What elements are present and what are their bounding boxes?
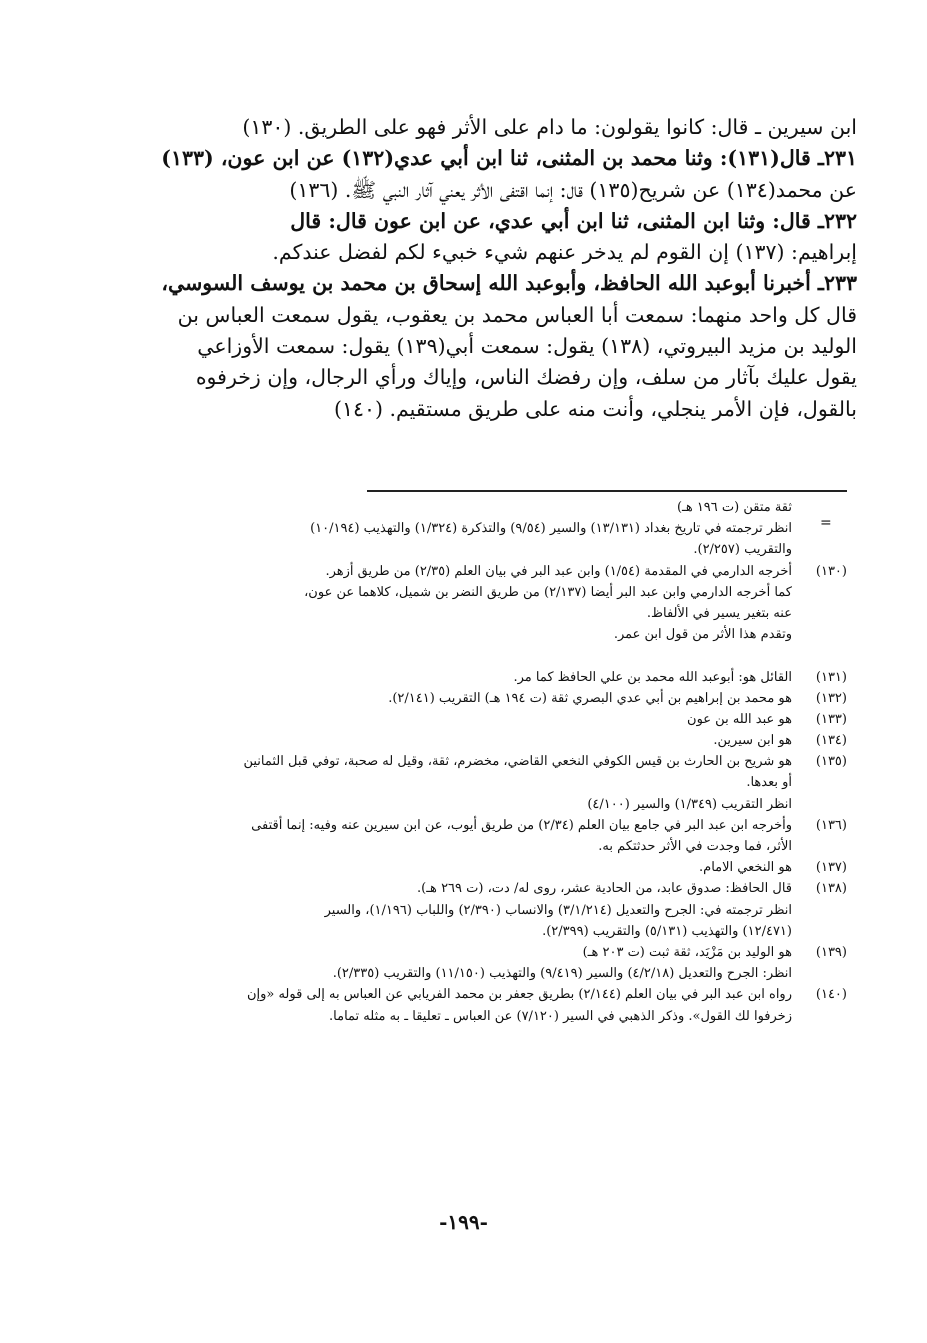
footnote-text: هو محمد بن إبراهيم بن أبي عدي البصري ثقة (ت ١٩٤ هـ) التقريب (٢/١٤١). [388, 690, 792, 706]
text-line: ٢٣٢ـ قال: وثنا ابن المثنى، ثنا ابن أبي عدي، عن ابن عون قال: قال [290, 208, 857, 233]
footnote-text: هو شريح بن الحارث بن قيس الكوفي النخعي القاضي، مخضرم، ثقة، وقيل له صحبة، توفي قبل الثمانين [243, 754, 792, 770]
footnote-line [150, 645, 847, 666]
footnotes [150, 497, 847, 1027]
footnote-line: انظر: الجرح والتعديل (٤/٢/١٨) والسير (٩/٤١٩) والتهذيب (١١/١٥٠) والتقريب (٢/٣٣٥). [332, 966, 792, 982]
footnote-number: (١٣١) [815, 669, 847, 685]
footnote-number: (١٣٤) [815, 733, 847, 749]
footnote-line: زخرفوا لك القول». وذكر الذهبي في السير (٧/١٢٠) عن العباس ـ تعليقا ـ به مثله تماما. [329, 1008, 792, 1024]
footnote-line: والتقريب (٢/٢٥٧). [693, 542, 792, 558]
footnote-entry [150, 878, 847, 899]
continuation-mark: = [820, 515, 832, 531]
footnote-text: رواه ابن عبد البر في بيان العلم (٢/١٤٤) بطريق جعفر بن محمد الفريابي عن العباس به إلى قوله «وإن [246, 987, 792, 1003]
footnote-entry [150, 561, 847, 582]
footnote-entry [150, 751, 847, 772]
text-line: قال كل واحد منهما: سمعت أبا العباس محمد بن يعقوب، يقول سمعت العباس بن [177, 302, 857, 327]
footnote-number: (١٣٥) [815, 754, 847, 770]
footnote-number: (١٣٩) [815, 944, 847, 960]
footnote-text: هو النخعي الامام. [699, 860, 792, 876]
footnote-number: (١٣٨) [815, 881, 847, 897]
footnote-text: وأخرجه ابن عبد البر في جامع بيان العلم (٢/٣٤) من طريق أيوب، عن ابن سيرين عنه وفيه: إنما أقتفى [251, 817, 792, 833]
footnote-line: ثقة متقن (ت ١٩٦ هـ) [676, 500, 792, 515]
footnote-number: (١٤٠) [815, 987, 847, 1003]
footnote-number: (١٣٢) [815, 690, 847, 706]
footnote-text: قال الحافظ: صدوق عابد، من الحادية عشر، روى له/ دت، (ت ٢٦٩ هـ). [417, 881, 792, 897]
footnote-text: هو الوليد بن مَزْيَد، ثقة ثبت (ت ٢٠٣ هـ) [582, 944, 792, 960]
footnote-line: انظر ترجمته في: الجرح والتعديل (٣/١/٢١٤) والانساب (٢/٣٩٠) واللباب (١/١٩٦)، والسير [324, 902, 792, 918]
footnote-line: الأثر، فما وجدت في الأثر حدثتكم به. [598, 839, 792, 854]
footnote-text: القائل هو: أبوعبد الله محمد بن علي الحافظ كما مر. [513, 669, 792, 685]
text-line: ابن سيرين ـ قال: كانوا يقولون: ما دام على الأثر فهو على الطريق. (١٣٠) [242, 115, 857, 139]
text-line: يقول عليك بآثار من سلف، وإن رفضك الناس، وإياك ورأي الرجال، وإن زخرفوه [195, 365, 857, 390]
footnote-line: (١٢/٤٧١) والتهذيب (٥/١٣١) والتقريب (٢/٣٩٩). [542, 923, 792, 939]
footnote-entry [150, 730, 847, 751]
footnote-text: هو عبد الله بن عون [687, 711, 792, 727]
text-line: ٢٣١ـ قال(١٣١): وثنا محمد بن المثنى، ثنا ابن أبي عدي(١٣٢) عن ابن عون، (١٣٣) [161, 146, 857, 171]
footnote-text: أخرجه الدارمي في المقدمة (١/٥٤) وابن عبد البر في بيان العلم (٢/٣٥) من طريق أزهر. [325, 563, 792, 579]
page-number: -١٩٩- [439, 1210, 488, 1234]
footnote-entry [150, 688, 847, 709]
footnote-line: كما أخرجه الدارمي وابن عبد البر أيضا (٢/١٣٧) من طريق النضر بن شميل، كلاهما عن عون، [304, 584, 792, 600]
footnote-number: (١٣٣) [815, 711, 847, 727]
footnote-line: انظر ترجمته في تاريخ بغداد (١٣/١٣١) والسير (٩/٥٤) والتذكرة (١/٣٢٤) والتهذيب (١٠/١٩٤) [310, 521, 792, 537]
footnote-line: عنه بتغير يسير في الألفاظ. [646, 605, 792, 621]
footnote-entry [150, 709, 847, 730]
footnote-text: هو ابن سيرين. [713, 733, 792, 749]
text-line: بالقول، فإن الأمر ينجلي، وأنت منه على طريق مستقيم. (١٤٠) [333, 396, 857, 421]
footnote-number: (١٣٠) [815, 563, 847, 579]
footnote-number: (١٣٦) [815, 817, 847, 833]
text-line [150, 425, 857, 456]
footnote-line: انظر التقريب (١/٣٤٩) والسير (٤/١٠٠) [587, 796, 792, 812]
text-line: الوليد بن مزيد البيروتي، (١٣٨) يقول: سمعت أبي(١٣٩) يقول: سمعت الأوزاعي [197, 334, 857, 359]
footnote-entry [150, 984, 847, 1005]
main-text [150, 112, 857, 456]
footnote-entry [150, 815, 847, 836]
text-line: عن محمد(١٣٤) عن شريح(١٣٥) قال: إنما اقتفى الأثر يعني آثار النبي ﷺ. (١٣٦) [289, 177, 857, 202]
footnote-entry [150, 857, 847, 878]
text-line: إبراهيم: (١٣٧) إن القوم لم يدخر عنهم شيء خبيء لكم لفضل عندكم. [272, 240, 857, 265]
footnote-entry [150, 942, 847, 963]
text-line: ٢٣٣ـ أخبرنا أبوعبد الله الحافظ، وأبوعبد الله إسحاق بن محمد بن يوسف السوسي، [161, 271, 857, 296]
footnote-number: (١٣٧) [815, 860, 847, 876]
footnote-entry [150, 667, 847, 688]
footnote-separator [367, 490, 847, 492]
footnote-line: أو بعدها. [746, 775, 792, 791]
footnote-line: وتقدم هذا الأثر من قول ابن عمر. [613, 627, 792, 643]
